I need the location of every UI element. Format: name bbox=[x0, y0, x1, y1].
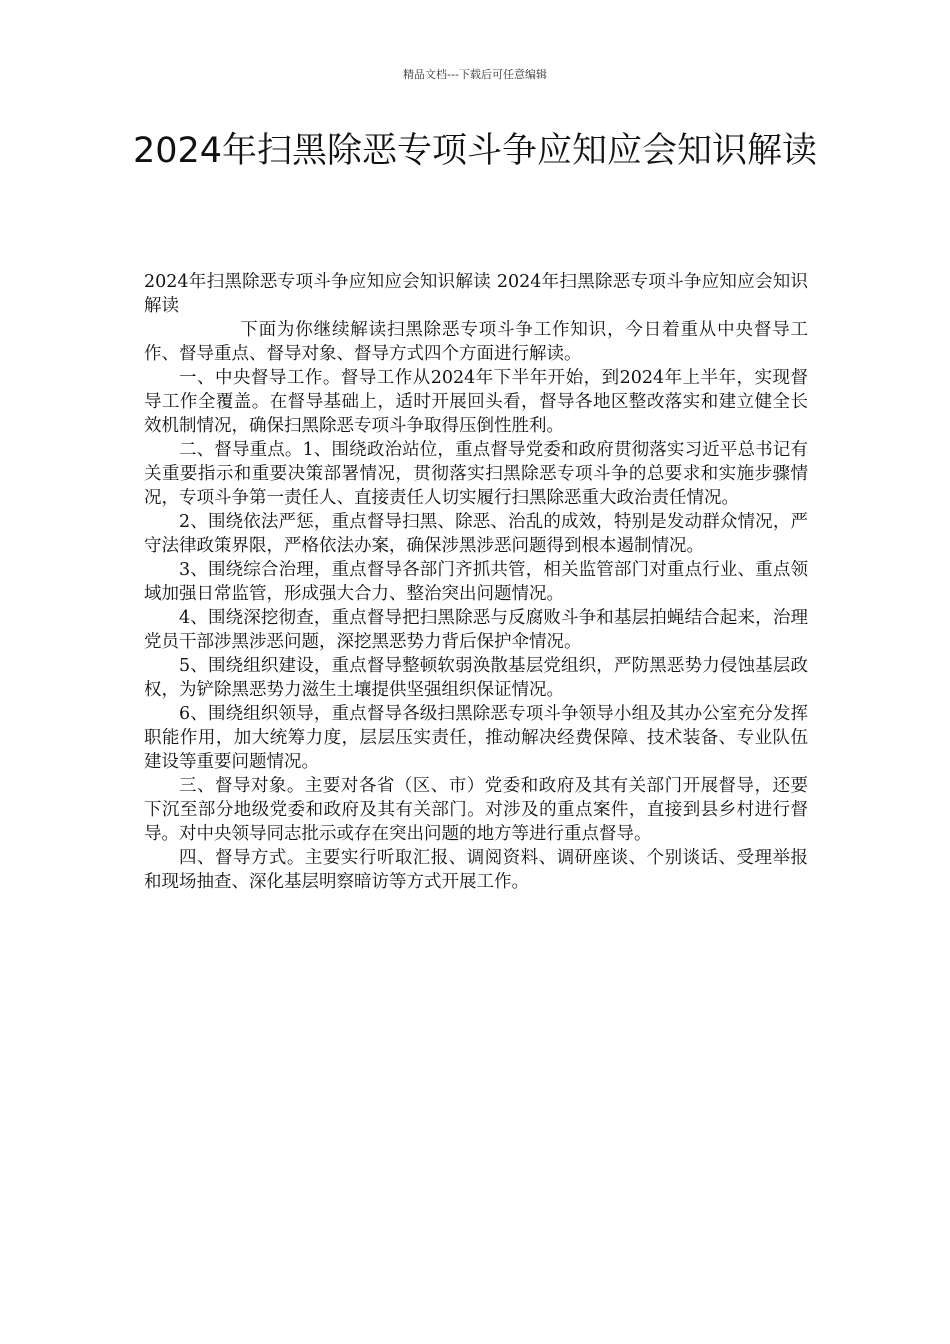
body-paragraph: 6、围绕组织领导，重点督导各级扫黑除恶专项斗争领导小组及其办公室充分发挥职能作用，加大统筹力度，层层压实责任，推动解决经费保障、技术装备、专业队伍建设等重要问题情况。 bbox=[144, 704, 808, 772]
body-paragraph: 二、督导重点。1、围绕政治站位，重点督导党委和政府贯彻落实习近平总书记有关重要指示和重要决策部署情况，贯彻落实扫黑除恶专项斗争的总要求和实施步骤情况，专项斗争第一责任人、直接责任人切实履行扫黑除恶重大政治责任情况。 bbox=[144, 440, 808, 508]
body-paragraph: 2、围绕依法严惩，重点督导扫黑、除恶、治乱的成效，特别是发动群众情况，严守法律政策界限，严格依法办案，确保涉黑涉恶问题得到根本遏制情况。 bbox=[144, 512, 808, 556]
body-paragraph: 4、围绕深挖彻查，重点督导把扫黑除恶与反腐败斗争和基层拍蝇结合起来，治理党员干部涉黑涉恶问题，深挖黑恶势力背后保护伞情况。 bbox=[144, 608, 808, 652]
body-paragraph-intro: 2024年扫黑除恶专项斗争应知应会知识解读 2024年扫黑除恶专项斗争应知应会知识解读 bbox=[144, 272, 808, 316]
document-title: 2024年扫黑除恶专项斗争应知应会知识解读 bbox=[132, 131, 818, 171]
body-paragraph: 一、中央督导工作。督导工作从2024年下半年开始，到2024年上半年，实现督导工作全覆盖。在督导基础上，适时开展回头看，督导各地区整改落实和建立健全长效机制情况，确保扫黑除恶专项斗争取得压倒性胜利。 bbox=[144, 368, 808, 436]
body-paragraph: 3、围绕综合治理，重点督导各部门齐抓共管，相关监管部门对重点行业、重点领域加强日常监管，形成强大合力、整治突出问题情况。 bbox=[144, 560, 808, 604]
body-paragraph: 下面为你继续解读扫黑除恶专项斗争工作知识，今日着重从中央督导工作、督导重点、督导对象、督导方式四个方面进行解读。 bbox=[144, 320, 808, 364]
body-paragraph: 三、督导对象。主要对各省（区、市）党委和政府及其有关部门开展督导，还要下沉至部分地级党委和政府及其有关部门。对涉及的重点案件，直接到县乡村进行督导。对中央领导同志批示或存在突出问题的地方等进行重点督导。 bbox=[144, 776, 808, 844]
document-header-note: 精品文档---下载后可任意编辑 bbox=[403, 68, 547, 81]
body-paragraph: 5、围绕组织建设，重点督导整顿软弱涣散基层党组织，严防黑恶势力侵蚀基层政权，为铲除黑恶势力滋生土壤提供坚强组织保证情况。 bbox=[144, 656, 808, 700]
document-body bbox=[144, 270, 808, 894]
body-paragraph: 四、督导方式。主要实行听取汇报、调阅资料、调研座谈、个别谈话、受理举报和现场抽查、深化基层明察暗访等方式开展工作。 bbox=[144, 848, 808, 892]
